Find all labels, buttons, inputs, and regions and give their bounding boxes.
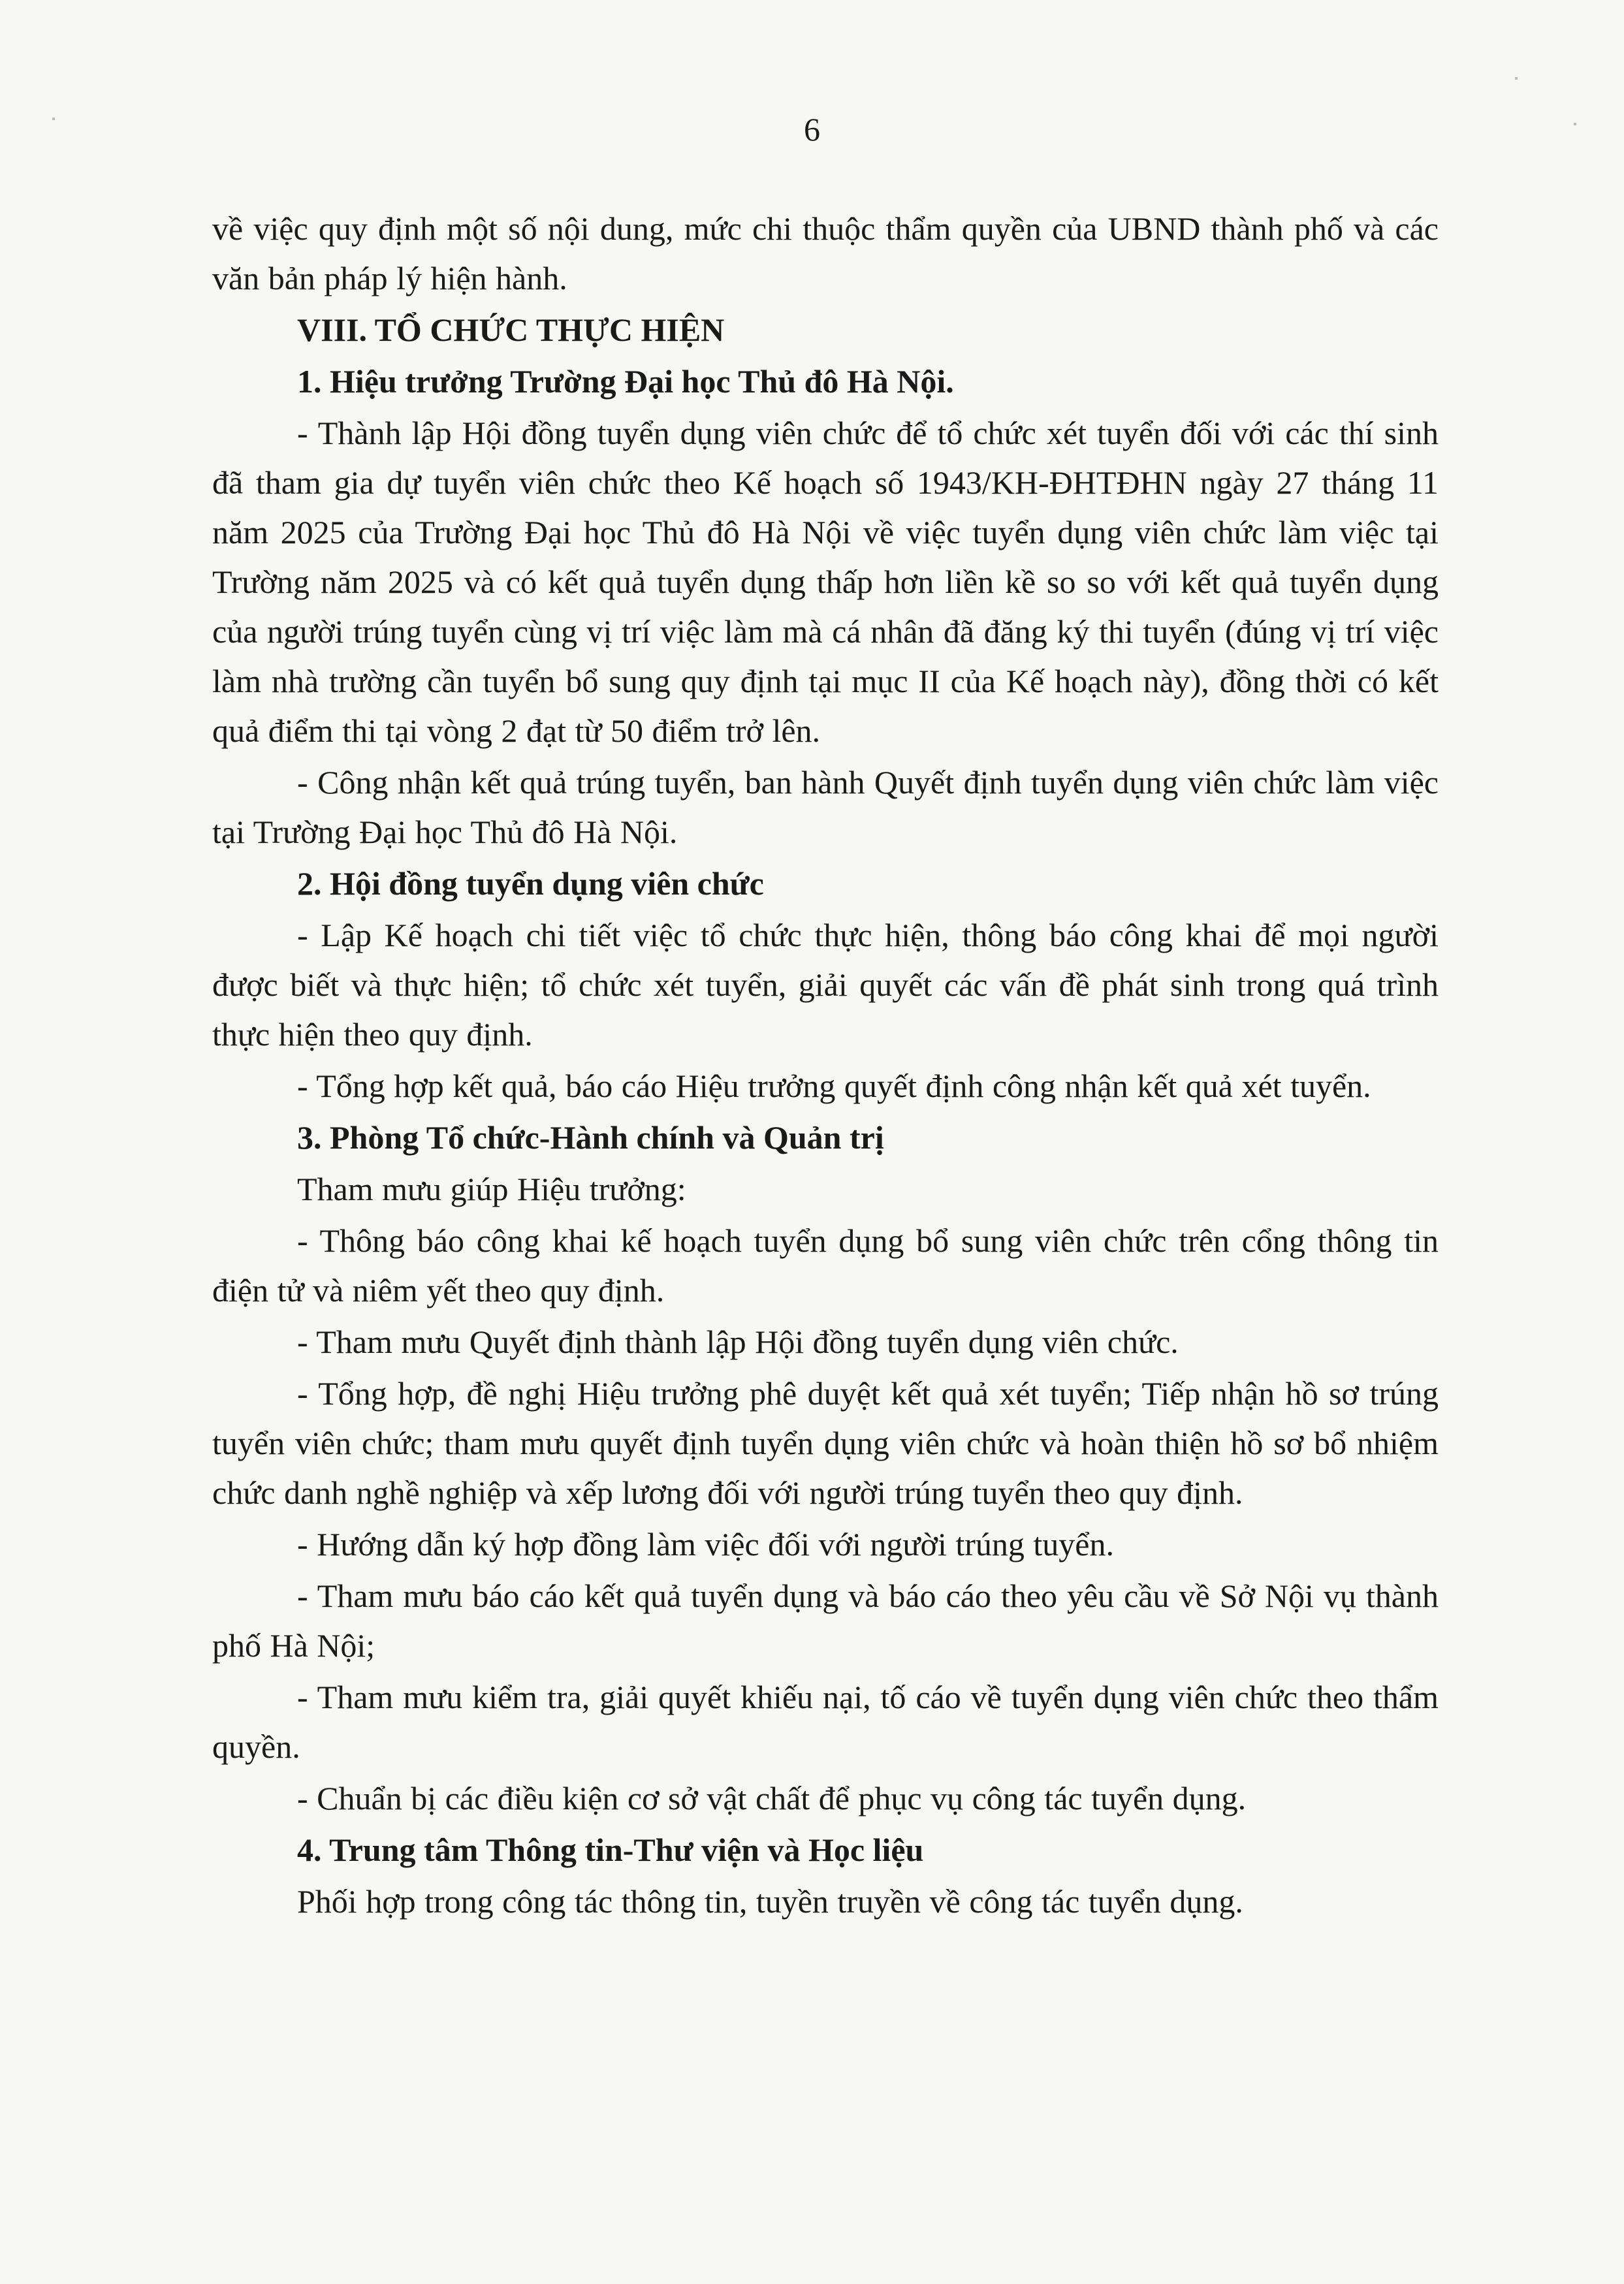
paragraph: - Lập Kế hoạch chi tiết việc tổ chức thực hiện, thông báo công khai để mọi người được biết và thực hiện; tổ chức xét tuyển, giải quyết các vấn đề phát sinh trong quá trình thực hiện theo quy định.: [212, 917, 1439, 1053]
paragraph: - Tham mưu báo cáo kết quả tuyển dụng và báo cáo theo yêu cầu về Sở Nội vụ thành phố Hà Nội;: [212, 1578, 1439, 1664]
subsection-heading: 3. Phòng Tổ chức-Hành chính và Quản trị: [297, 1119, 884, 1156]
paragraph: - Thành lập Hội đồng tuyển dụng viên chức để tổ chức xét tuyển đối với các thí sinh đã tham gia dự tuyển viên chức theo Kế hoạch số 1943/KH-ĐHTĐHN ngày 27 tháng 11 năm 2025 của Trường Đại học Thủ đô Hà Nội về việc tuyển dụng viên chức làm việc tại Trường năm 2025 và có kết quả tuyển dụng thấp hơn liền kề so so với kết quả tuyển dụng của người trúng tuyển cùng vị trí việc làm mà cá nhân đã đăng ký thi tuyển (đúng vị trí việc làm nhà trường cần tuyển bổ sung quy định tại mục II của Kế hoạch này), đồng thời có kết quả điểm thi tại vòng 2 đạt từ 50 điểm trở lên.: [212, 415, 1439, 749]
paragraph: - Chuẩn bị các điều kiện cơ sở vật chất để phục vụ công tác tuyển dụng.: [297, 1780, 1247, 1816]
paragraph: Tham mưu giúp Hiệu trưởng:: [297, 1171, 686, 1207]
subsection-heading: 1. Hiệu trưởng Trường Đại học Thủ đô Hà Nội.: [297, 363, 954, 400]
paragraph: về việc quy định một số nội dung, mức chi thuộc thẩm quyền của UBND thành phố và các văn bản pháp lý hiện hành.: [212, 210, 1439, 296]
paragraph: - Hướng dẫn ký hợp đồng làm việc đối với người trúng tuyển.: [297, 1526, 1114, 1562]
paragraph: - Thông báo công khai kế hoạch tuyển dụng bổ sung viên chức trên cổng thông tin điện tử và niêm yết theo quy định.: [212, 1222, 1439, 1309]
paragraph: - Tham mưu Quyết định thành lập Hội đồng tuyển dụng viên chức.: [297, 1324, 1179, 1360]
scan-speck: [1515, 77, 1518, 80]
page-number: 6: [804, 111, 820, 148]
paragraph: - Công nhận kết quả trúng tuyển, ban hành Quyết định tuyển dụng viên chức làm việc tại Trường Đại học Thủ đô Hà Nội.: [212, 764, 1439, 850]
scan-speck: [52, 118, 55, 120]
subsection-heading: 2. Hội đồng tuyển dụng viên chức: [297, 865, 764, 902]
paragraph: Phối hợp trong công tác thông tin, tuyền truyền về công tác tuyển dụng.: [297, 1883, 1243, 1920]
subsection-heading: 4. Trung tâm Thông tin-Thư viện và Học liệu: [297, 1832, 924, 1868]
paragraph: - Tham mưu kiểm tra, giải quyết khiếu nại, tố cáo về tuyển dụng viên chức theo thẩm quyền.: [212, 1679, 1439, 1765]
paragraph: - Tổng hợp kết quả, báo cáo Hiệu trưởng quyết định công nhận kết quả xét tuyển.: [297, 1068, 1371, 1104]
paragraph: - Tổng hợp, đề nghị Hiệu trưởng phê duyệt kết quả xét tuyển; Tiếp nhận hồ sơ trúng tuyển viên chức; tham mưu quyết định tuyển dụng viên chức và hoàn thiện hồ sơ bổ nhiệm chức danh nghề nghiệp và xếp lương đối với người trúng tuyển theo quy định.: [212, 1375, 1439, 1511]
section-heading: VIII. TỔ CHỨC THỰC HIỆN: [297, 311, 725, 348]
document-body: [212, 204, 1439, 1928]
scan-speck: [1574, 123, 1576, 125]
